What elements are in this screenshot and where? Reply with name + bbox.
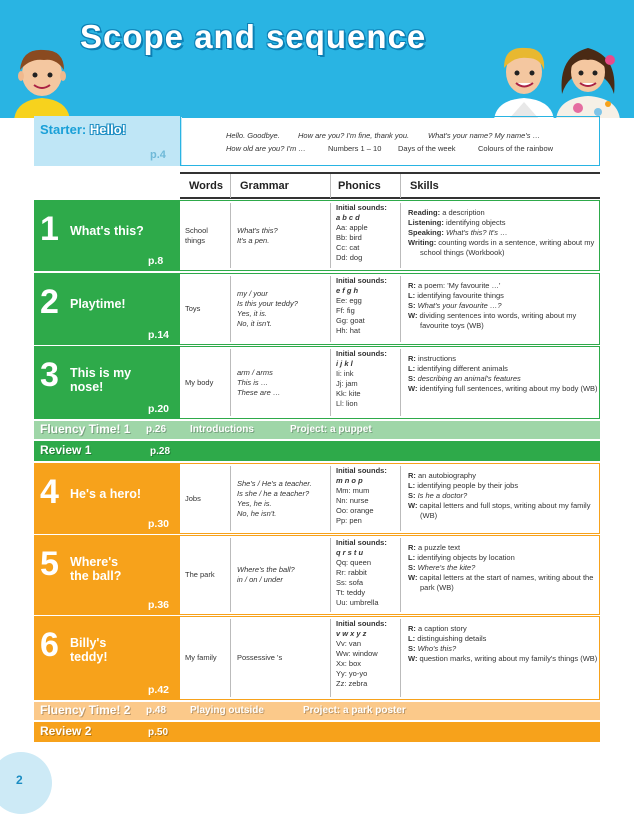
phonics-heading: Initial sounds: bbox=[336, 349, 387, 358]
fluency-1-topic: Introductions bbox=[190, 424, 254, 435]
skills-label: L: bbox=[408, 481, 416, 490]
grammar-cell: in / on / under bbox=[237, 575, 283, 584]
column-divider bbox=[400, 174, 401, 198]
words-cell: My family bbox=[185, 653, 217, 662]
column-divider bbox=[230, 276, 231, 342]
skills-label: L: bbox=[408, 364, 416, 373]
unit-name: Playtime! bbox=[70, 297, 126, 311]
skills-line bbox=[408, 291, 598, 301]
review-2-title: Review 2 bbox=[40, 724, 92, 738]
review-1-page: p.28 bbox=[150, 446, 171, 457]
phonics-letters: v w x y z bbox=[336, 629, 367, 638]
skills-text: identifying full sentences, writing about my body (WB) bbox=[419, 384, 598, 393]
header-banner bbox=[0, 0, 634, 118]
grammar-cell: No, he isn't. bbox=[237, 508, 277, 518]
column-divider bbox=[400, 538, 401, 612]
phonics-example: Mm: mum bbox=[336, 486, 370, 495]
skills-line bbox=[408, 471, 598, 481]
words-cell: My body bbox=[185, 377, 214, 387]
unit-number: 2 bbox=[40, 283, 59, 321]
words-cell: The park bbox=[185, 570, 215, 579]
skills-line bbox=[408, 364, 598, 374]
phonics-example: Tt: teddy bbox=[336, 588, 366, 597]
skills-text: a caption story bbox=[418, 624, 467, 633]
starter-heading bbox=[40, 122, 126, 137]
phonics-example: Zz: zebra bbox=[336, 679, 368, 688]
review-2-bar bbox=[34, 722, 600, 742]
skills-line bbox=[408, 311, 598, 331]
skills-label: Listening: bbox=[408, 218, 444, 227]
skills-text: an autobiography bbox=[418, 471, 476, 480]
unit-name: What's this? bbox=[70, 224, 144, 238]
phonics-example: Vv: van bbox=[336, 639, 362, 648]
phonics-letters: a b c d bbox=[336, 213, 360, 222]
phonics-heading: Initial sounds: bbox=[336, 538, 387, 547]
phonics-letters: q r s t u bbox=[336, 548, 364, 557]
skills-label: W: bbox=[408, 573, 418, 582]
skills-line bbox=[408, 281, 598, 291]
skills-line bbox=[408, 374, 598, 384]
girl-character-illustration bbox=[548, 38, 628, 118]
skills-text: identifying people by their jobs bbox=[417, 481, 519, 490]
skills-text: a description bbox=[442, 208, 485, 217]
skills-text: describing an animal's features bbox=[417, 374, 521, 383]
skills-label: S: bbox=[408, 374, 416, 383]
review-1-title: Review 1 bbox=[40, 443, 92, 457]
skills-text: instructions bbox=[418, 354, 456, 363]
column-divider bbox=[230, 466, 231, 531]
skills-line bbox=[408, 624, 598, 634]
skills-text: distinguishing details bbox=[417, 634, 487, 643]
phonics-example: Ww: window bbox=[336, 649, 378, 658]
column-divider bbox=[330, 349, 331, 416]
skills-line bbox=[408, 553, 598, 563]
phonics-example: Bb: bird bbox=[336, 233, 362, 242]
column-divider bbox=[330, 466, 331, 531]
grammar-cell: These are … bbox=[237, 387, 281, 397]
skills-label: Reading: bbox=[408, 208, 441, 217]
grammar-cell: This is … bbox=[237, 377, 269, 387]
column-divider bbox=[330, 276, 331, 342]
skills-text: Who's this? bbox=[417, 644, 457, 653]
unit-number: 5 bbox=[40, 545, 59, 583]
starter-item: Hello. Goodbye. bbox=[226, 131, 280, 140]
unit-page: p.8 bbox=[148, 255, 164, 267]
starter-item: Colours of the rainbow bbox=[478, 144, 554, 153]
phonics-letters: m n o p bbox=[336, 476, 363, 485]
phonics-example: Nn: nurse bbox=[336, 496, 369, 505]
words-cell: Toys bbox=[185, 304, 201, 313]
skills-text: question marks, writing about my family's things (WB) bbox=[419, 654, 598, 663]
words-cell: School bbox=[185, 225, 208, 235]
phonics-example: Xx: box bbox=[336, 659, 362, 668]
skills-text: dividing sentences into words, writing about my favourite toys (WB) bbox=[419, 311, 577, 330]
unit-number: 1 bbox=[40, 210, 59, 248]
phonics-example: Cc: cat bbox=[336, 243, 360, 252]
grammar-cell: Possessive 's bbox=[237, 653, 283, 662]
fluency-1-project: Project: a puppet bbox=[290, 424, 372, 435]
phonics-example: Pp: pen bbox=[336, 516, 362, 525]
unit-number: 4 bbox=[40, 473, 59, 511]
phonics-example: Uu: umbrella bbox=[336, 598, 379, 607]
skills-line bbox=[408, 634, 598, 644]
skills-line bbox=[408, 481, 598, 491]
skills-line bbox=[408, 384, 598, 394]
column-divider bbox=[230, 538, 231, 612]
column-divider bbox=[230, 619, 231, 697]
unit-name: the ball? bbox=[70, 569, 122, 583]
skills-label: W: bbox=[408, 311, 418, 320]
column-divider bbox=[330, 619, 331, 697]
skills-label: R: bbox=[408, 471, 416, 480]
starter-item: How are you? I'm fine, thank you. bbox=[298, 131, 410, 140]
column-divider bbox=[400, 619, 401, 697]
phonics-heading: Initial sounds: bbox=[336, 276, 387, 285]
page-number-badge bbox=[0, 752, 52, 814]
skills-text: capital letters at the start of names, writing about the park (WB) bbox=[419, 573, 594, 592]
phonics-example: Ee: egg bbox=[336, 296, 362, 305]
skills-text: What's your favourite …? bbox=[417, 301, 502, 310]
skills-line bbox=[408, 573, 598, 593]
phonics-example: Aa: apple bbox=[336, 223, 368, 232]
unit-number: 3 bbox=[40, 356, 59, 394]
column-header-words: Words bbox=[189, 180, 224, 192]
column-divider bbox=[230, 174, 231, 198]
skills-line bbox=[408, 644, 598, 654]
grammar-cell: No, it isn't. bbox=[237, 319, 272, 328]
skills-text: identifying objects by location bbox=[417, 553, 515, 562]
skills-text: counting words in a sentence, writing about my school things (Workbook) bbox=[420, 238, 595, 257]
unit-name: nose! bbox=[70, 380, 104, 394]
phonics-example: Rr: rabbit bbox=[336, 568, 367, 577]
skills-text: capital letters and full stops, writing about my family (WB) bbox=[419, 501, 591, 520]
grammar-cell: Yes, he is. bbox=[237, 498, 272, 508]
unit-name: Where's bbox=[70, 555, 119, 569]
fluency-2-topic: Playing outside bbox=[190, 705, 264, 716]
skills-line bbox=[408, 301, 598, 311]
phonics-heading: Initial sounds: bbox=[336, 203, 387, 212]
column-divider bbox=[330, 538, 331, 612]
starter-item: Days of the week bbox=[398, 144, 456, 153]
skills-label: L: bbox=[408, 291, 416, 300]
skills-label: L: bbox=[408, 634, 416, 643]
skills-line bbox=[408, 208, 598, 218]
phonics-example: Dd: dog bbox=[336, 253, 363, 262]
skills-label: W: bbox=[408, 501, 418, 510]
skills-line bbox=[408, 563, 598, 573]
starter-item: How old are you? I'm … bbox=[226, 144, 306, 153]
unit-page: p.20 bbox=[148, 403, 170, 415]
page-number: 2 bbox=[16, 773, 23, 787]
fluency-2-project: Project: a park poster bbox=[303, 705, 406, 716]
review-1-bar bbox=[34, 441, 600, 461]
skills-label: S: bbox=[408, 644, 416, 653]
skills-line bbox=[408, 238, 598, 258]
phonics-example: Ll: lion bbox=[336, 399, 358, 408]
column-divider bbox=[400, 466, 401, 531]
boy-character-illustration bbox=[4, 44, 80, 118]
grammar-cell: She's / He's a teacher. bbox=[237, 478, 312, 488]
phonics-example: Oo: orange bbox=[336, 506, 374, 515]
skills-label: L: bbox=[408, 553, 416, 562]
starter-item: Numbers 1 – 10 bbox=[328, 144, 382, 153]
column-header-phonics: Phonics bbox=[338, 180, 381, 192]
phonics-example: Qq: queen bbox=[336, 558, 372, 567]
words-cell: things bbox=[185, 235, 206, 245]
unit-name: He's a hero! bbox=[70, 487, 142, 501]
grammar-cell: Is this your teddy? bbox=[237, 299, 298, 308]
column-header-skills: Skills bbox=[410, 180, 439, 192]
grammar-cell: Yes, it is. bbox=[237, 309, 268, 318]
skills-label: R: bbox=[408, 281, 416, 290]
skills-text: Where's the kite? bbox=[417, 563, 476, 572]
starter-label: Starter: bbox=[40, 122, 87, 137]
skills-line bbox=[408, 354, 598, 364]
grammar-cell: It's a pen. bbox=[237, 235, 270, 245]
skills-line bbox=[408, 654, 598, 664]
skills-line bbox=[408, 218, 598, 228]
skills-text: a puzzle text bbox=[418, 543, 461, 552]
column-divider bbox=[230, 203, 231, 268]
unit-page: p.36 bbox=[148, 599, 170, 611]
skills-label: Writing: bbox=[408, 238, 437, 247]
skills-line bbox=[408, 491, 598, 501]
fluency-2-title: Fluency Time! 2 bbox=[40, 703, 131, 717]
phonics-example: Ss: sofa bbox=[336, 578, 364, 587]
skills-label: S: bbox=[408, 563, 416, 572]
skills-text: identifying objects bbox=[445, 218, 506, 227]
skills-text: Is he a doctor? bbox=[417, 491, 468, 500]
column-divider bbox=[400, 276, 401, 342]
phonics-example: Jj: jam bbox=[336, 379, 358, 388]
grammar-cell: What's this? bbox=[237, 225, 278, 235]
grammar-cell: my / your bbox=[237, 289, 268, 298]
unit-page: p.30 bbox=[148, 518, 170, 530]
unit-name: teddy! bbox=[70, 650, 108, 664]
phonics-letters: i j k l bbox=[336, 359, 353, 368]
page-title: Scope and sequence bbox=[80, 18, 427, 55]
unit-page: p.42 bbox=[148, 684, 170, 696]
skills-line bbox=[408, 501, 598, 521]
starter-page: p.4 bbox=[150, 149, 166, 161]
skills-label: R: bbox=[408, 624, 416, 633]
starter-content-box bbox=[180, 116, 600, 166]
skills-text: identifying favourite things bbox=[417, 291, 504, 300]
unit-name: Billy's bbox=[70, 636, 107, 650]
fluency-1-title: Fluency Time! 1 bbox=[40, 422, 131, 436]
unit-name: This is my bbox=[70, 366, 132, 380]
column-divider bbox=[330, 174, 331, 198]
phonics-example: Yy: yo-yo bbox=[336, 669, 368, 678]
grammar-cell: arm / arms bbox=[237, 367, 273, 377]
phonics-example: Gg: goat bbox=[336, 316, 365, 325]
unit-page: p.14 bbox=[148, 329, 170, 341]
fluency-1-page: p.26 bbox=[146, 424, 167, 435]
phonics-example: Ff: fig bbox=[336, 306, 355, 315]
grammar-cell: Where's the ball? bbox=[237, 565, 295, 574]
column-divider bbox=[230, 349, 231, 416]
fluency-2-page: p.48 bbox=[146, 705, 167, 716]
column-divider bbox=[400, 203, 401, 268]
skills-label: R: bbox=[408, 543, 416, 552]
skills-text: What's this? It's … bbox=[445, 228, 508, 237]
phonics-heading: Initial sounds: bbox=[336, 466, 387, 475]
skills-text: a poem: 'My favourite …' bbox=[418, 281, 501, 290]
skills-text: identifying different animals bbox=[417, 364, 508, 373]
phonics-heading: Initial sounds: bbox=[336, 619, 387, 628]
phonics-example: Kk: kite bbox=[336, 389, 361, 398]
skills-label: W: bbox=[408, 384, 418, 393]
review-2-page: p.50 bbox=[148, 727, 169, 738]
skills-label: W: bbox=[408, 654, 418, 663]
words-cell: Jobs bbox=[185, 493, 201, 503]
phonics-letters: e f g h bbox=[336, 286, 359, 295]
starter-title: Hello! bbox=[89, 122, 126, 137]
phonics-example: Ii: ink bbox=[336, 369, 354, 378]
grammar-cell: Is she / he a teacher? bbox=[237, 488, 310, 498]
phonics-example: Hh: hat bbox=[336, 326, 361, 335]
column-header-grammar: Grammar bbox=[240, 180, 289, 192]
column-divider bbox=[330, 203, 331, 268]
column-divider bbox=[400, 349, 401, 416]
skills-label: Speaking: bbox=[408, 228, 444, 237]
skills-label: R: bbox=[408, 354, 416, 363]
starter-item: What's your name? My name's … bbox=[428, 131, 541, 140]
skills-line bbox=[408, 228, 598, 238]
skills-line bbox=[408, 543, 598, 553]
skills-label: S: bbox=[408, 301, 416, 310]
unit-number: 6 bbox=[40, 626, 59, 664]
skills-label: S: bbox=[408, 491, 416, 500]
